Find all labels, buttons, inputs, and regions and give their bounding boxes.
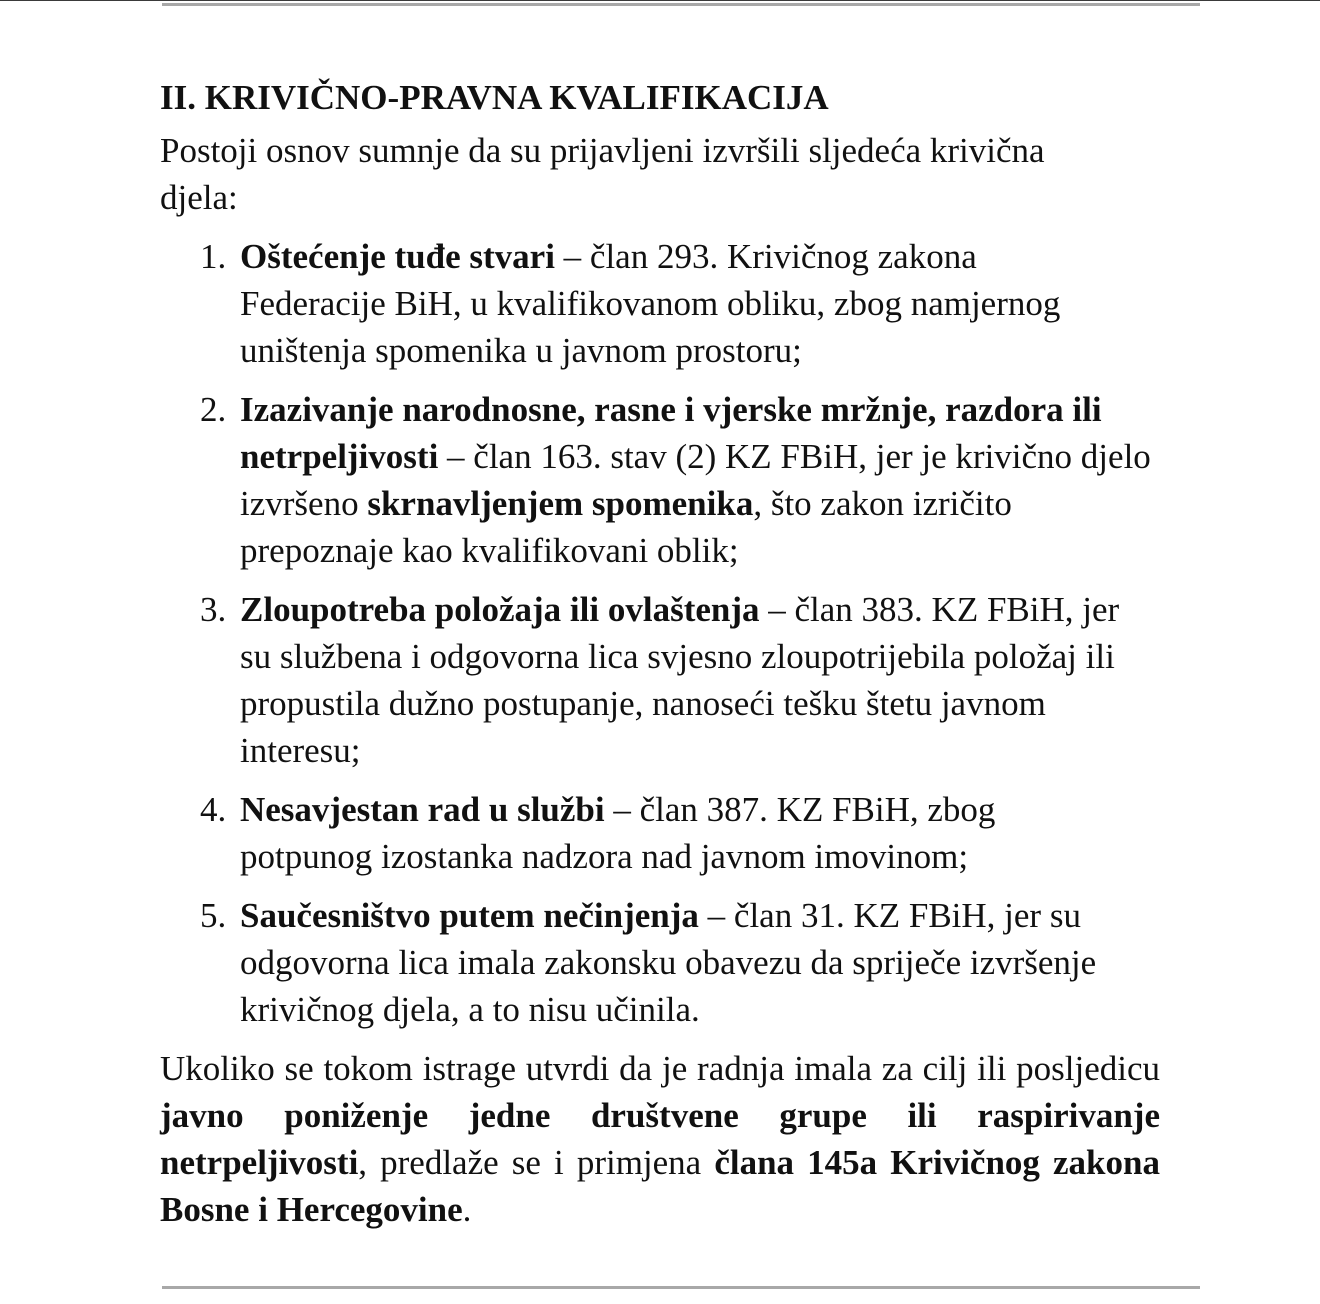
item-number: 3. xyxy=(200,590,227,629)
item-body xyxy=(240,786,1120,880)
list-item xyxy=(160,386,1160,574)
closing-text-1: Ukoliko se tokom istrage utvrdi da je radnja imala za cilj ili posljedicu xyxy=(160,1049,1160,1088)
item-body xyxy=(240,233,1090,374)
item-text-after: , što zakon izričito prepoznaje kao kvalifikovani oblik; xyxy=(240,484,1012,570)
item-number: 4. xyxy=(200,790,227,829)
top-divider xyxy=(162,3,1200,6)
offense-list xyxy=(160,233,1160,1033)
item-text: – član 31. KZ FBiH, jer su odgovorna lica imala zakonsku obavezu da spriječe izvršenje krivičnog djela, a to nisu učinila. xyxy=(240,896,1097,1029)
item-text: – član 293. Krivičnog zakona Federacije BiH, u kvalifikovanom obliku, zbog namjernog uništenja spomenika u javnom prostoru; xyxy=(240,237,1061,370)
item-title: Saučesništvo putem nečinjenja xyxy=(240,896,699,935)
item-number: 2. xyxy=(200,390,227,429)
item-emphasis: skrnavljenjem spomenika xyxy=(367,484,754,523)
item-title: Izazivanje narodnosne, rasne i vjerske mržnje, razdora ili netrpeljivosti xyxy=(240,390,1102,476)
item-title: Nesavjestan rad u službi xyxy=(240,790,605,829)
item-number: 1. xyxy=(200,237,227,276)
list-item xyxy=(160,786,1160,880)
list-item xyxy=(160,586,1160,774)
item-text: – član 163. stav (2) KZ FBiH, jer je krivično djelo izvršeno xyxy=(240,437,1151,523)
bottom-divider xyxy=(162,1286,1200,1289)
window-top-edge xyxy=(0,0,1320,1)
section-heading: II. KRIVIČNO-PRAVNA KVALIFIKACIJA xyxy=(160,78,829,117)
closing-text-3: . xyxy=(462,1190,472,1229)
item-body xyxy=(240,892,1160,1033)
intro-paragraph: Postoji osnov sumnje da su prijavljeni izvršili sljedeća krivična djela: xyxy=(160,131,1045,217)
item-body xyxy=(240,386,1170,574)
item-text: – član 387. KZ FBiH, zbog potpunog izostanka nadzora nad javnom imovinom; xyxy=(240,790,996,876)
closing-paragraph xyxy=(160,1045,1160,1233)
item-title: Zloupotreba položaja ili ovlaštenja xyxy=(240,590,760,629)
item-text: – član 383. KZ FBiH, jer su službena i odgovorna lica svjesno zloupotrijebila položaj ili propustila dužno postupanje, nanoseći tešku štetu javnom interesu; xyxy=(240,590,1120,770)
item-body xyxy=(240,586,1140,774)
closing-emphasis-2: člana 145a Krivičnog zakona Bosne i Hercegovine xyxy=(160,1143,1160,1229)
item-number: 5. xyxy=(200,896,227,935)
closing-text-2: , predlaže se i primjena xyxy=(358,1143,715,1182)
item-title: Oštećenje tuđe stvari xyxy=(240,237,555,276)
closing-emphasis-1: javno poniženje jedne društvene grupe ili raspirivanje netrpeljivosti xyxy=(160,1096,1160,1182)
list-item xyxy=(160,892,1160,1033)
list-item xyxy=(160,233,1160,374)
document-body xyxy=(160,74,1160,1233)
